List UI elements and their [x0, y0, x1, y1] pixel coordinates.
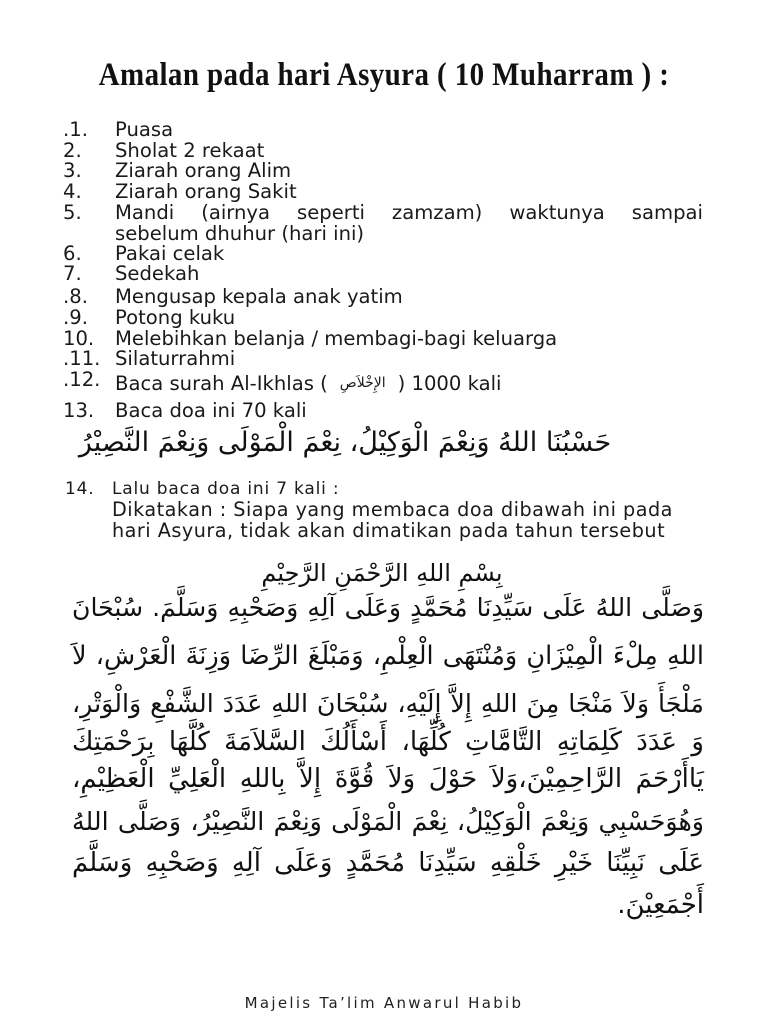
list-item — [0, 348, 768, 369]
list-item — [0, 202, 768, 244]
list-text: Melebihkan belanja / membagi-bagi keluarga — [115, 327, 558, 350]
list-item-14 — [0, 478, 768, 500]
footer-credit: Majelis Ta’lim Anwarul Habib — [244, 994, 524, 1012]
list-number: 3. — [63, 159, 82, 182]
list-number: 7. — [63, 262, 82, 285]
doa-line: مَلْجَأَ وَلاَ مَنْجَا مِنَ اللهِ إِلاَّ إِلَيْهِ، سُبْحَانَ اللهِ عَدَدَ الشَّفْعِ وَالْوَتْرِ، — [72, 688, 704, 718]
list-number: 14. — [65, 479, 95, 499]
doa-line: اللهِ مِلْءَ الْمِيْزَانِ وَمُنْتَهَى الْعِلْمِ، وَمَبْلَغَ الرِّضَا وَزِنَةَ الْعَرْشِ، لاَ — [72, 641, 704, 671]
list-item — [0, 119, 768, 140]
list-text: Mengusap kepala anak yatim — [115, 285, 403, 308]
doa-line: وَ عَدَدَ كَلِمَاتِهِ التَّامَّاتِ كُلِّهَا، أَسْأَلُكَ السَّلاَمَةَ كُلَّهَا بِرَحْمَتِكَ — [72, 727, 704, 757]
list-item — [0, 307, 768, 328]
list-text: Sedekah — [115, 262, 200, 285]
note-line: Dikatakan : Siapa yang membaca doa dibawah ini pada — [112, 498, 673, 521]
list-number: .9. — [63, 306, 88, 329]
list-number: 6. — [63, 242, 82, 265]
doa-line: عَلَى نَبِيِّنَا خَيْرِ خَلْقِهِ سَيِّدِنَا مُحَمَّدٍ وَعَلَى آلِهِ وَصَحْبِهِ وَسَلَّمَ — [72, 848, 704, 878]
list-number: .11. — [63, 347, 101, 370]
list-number: .1. — [63, 118, 88, 141]
list-number: .12. — [63, 368, 101, 391]
list-number: 2. — [63, 139, 82, 162]
list-item — [0, 368, 768, 395]
doa-line: أَجْمَعِيْنَ. — [617, 890, 704, 920]
list-text: Pakai celak — [115, 242, 225, 265]
list-text: Puasa — [115, 118, 174, 141]
list-text-before: Baca surah Al-Ikhlas ( — [115, 372, 328, 395]
list-text-line: sebelum dhuhur (hari ini) — [115, 222, 365, 245]
page-title: Amalan pada hari Asyura ( 10 Muharram ) : — [98, 57, 670, 93]
basmalah: بِسْمِ اللهِ الرَّحْمَنِ الرَّحِيْمِ — [261, 559, 503, 587]
list-text-after: ) 1000 kali — [397, 372, 502, 395]
list-number: 4. — [63, 180, 82, 203]
list-text — [115, 202, 703, 244]
list-item — [0, 328, 768, 349]
doa-line: يَاأَرْحَمَ الرَّاحِمِيْنَ،وَلاَ حَوْلَ وَلاَ قُوَّةَ إِلاَّ بِاللهِ الْعَلِيِّ الْعَظِيْمِ، — [72, 764, 704, 794]
list-text: Ziarah orang Sakit — [115, 180, 297, 203]
list-item — [0, 140, 768, 161]
list-number: 13. — [63, 399, 95, 422]
list-number: 5. — [63, 201, 82, 224]
list-item — [0, 160, 768, 181]
list-item — [0, 286, 768, 307]
list-text: Silaturrahmi — [115, 347, 236, 370]
list-number: .8. — [63, 285, 88, 308]
doa-line: وَهُوَحَسْبِي وَنِعْمَ الْوَكِيْلُ، نِعْمَ الْمَوْلَى وَنِعْمَ النَّصِيْرُ، وَصَلَّى اللهُ — [72, 807, 704, 836]
list-text — [115, 373, 501, 397]
list-text-line: Mandi (airnya seperti zamzam) waktunya sampai — [115, 201, 703, 224]
list-text: Potong kuku — [115, 306, 236, 329]
list-text: Baca doa ini 70 kali — [115, 399, 307, 422]
list-text: Lalu baca doa ini 7 kali : — [112, 479, 340, 499]
list-item — [0, 181, 768, 202]
list-item — [0, 263, 768, 284]
list-text: Sholat 2 rekaat — [115, 139, 265, 162]
doa-70-arabic: حَسْبُنَا اللهُ وَنِعْمَ الْوَكِيْلُ، نِعْمَ الْمَوْلَى وَنِعْمَ النَّصِيْرُ — [78, 427, 612, 458]
surah-name-arabic: الإِخْلاَصِ — [339, 375, 386, 391]
list-number: 10. — [63, 327, 95, 350]
doa-line: وَصَلَّى اللهُ عَلَى سَيِّدِنَا مُحَمَّدٍ وَعَلَى آلِهِ وَصَحْبِهِ وَسَلَّمَ. سُبْحَانَ — [72, 593, 704, 622]
note-line: hari Asyura, tidak akan dimatikan pada tahun tersebut — [112, 519, 666, 542]
list-text: Ziarah orang Alim — [115, 159, 292, 182]
list-item — [0, 243, 768, 264]
list-item — [0, 400, 768, 421]
